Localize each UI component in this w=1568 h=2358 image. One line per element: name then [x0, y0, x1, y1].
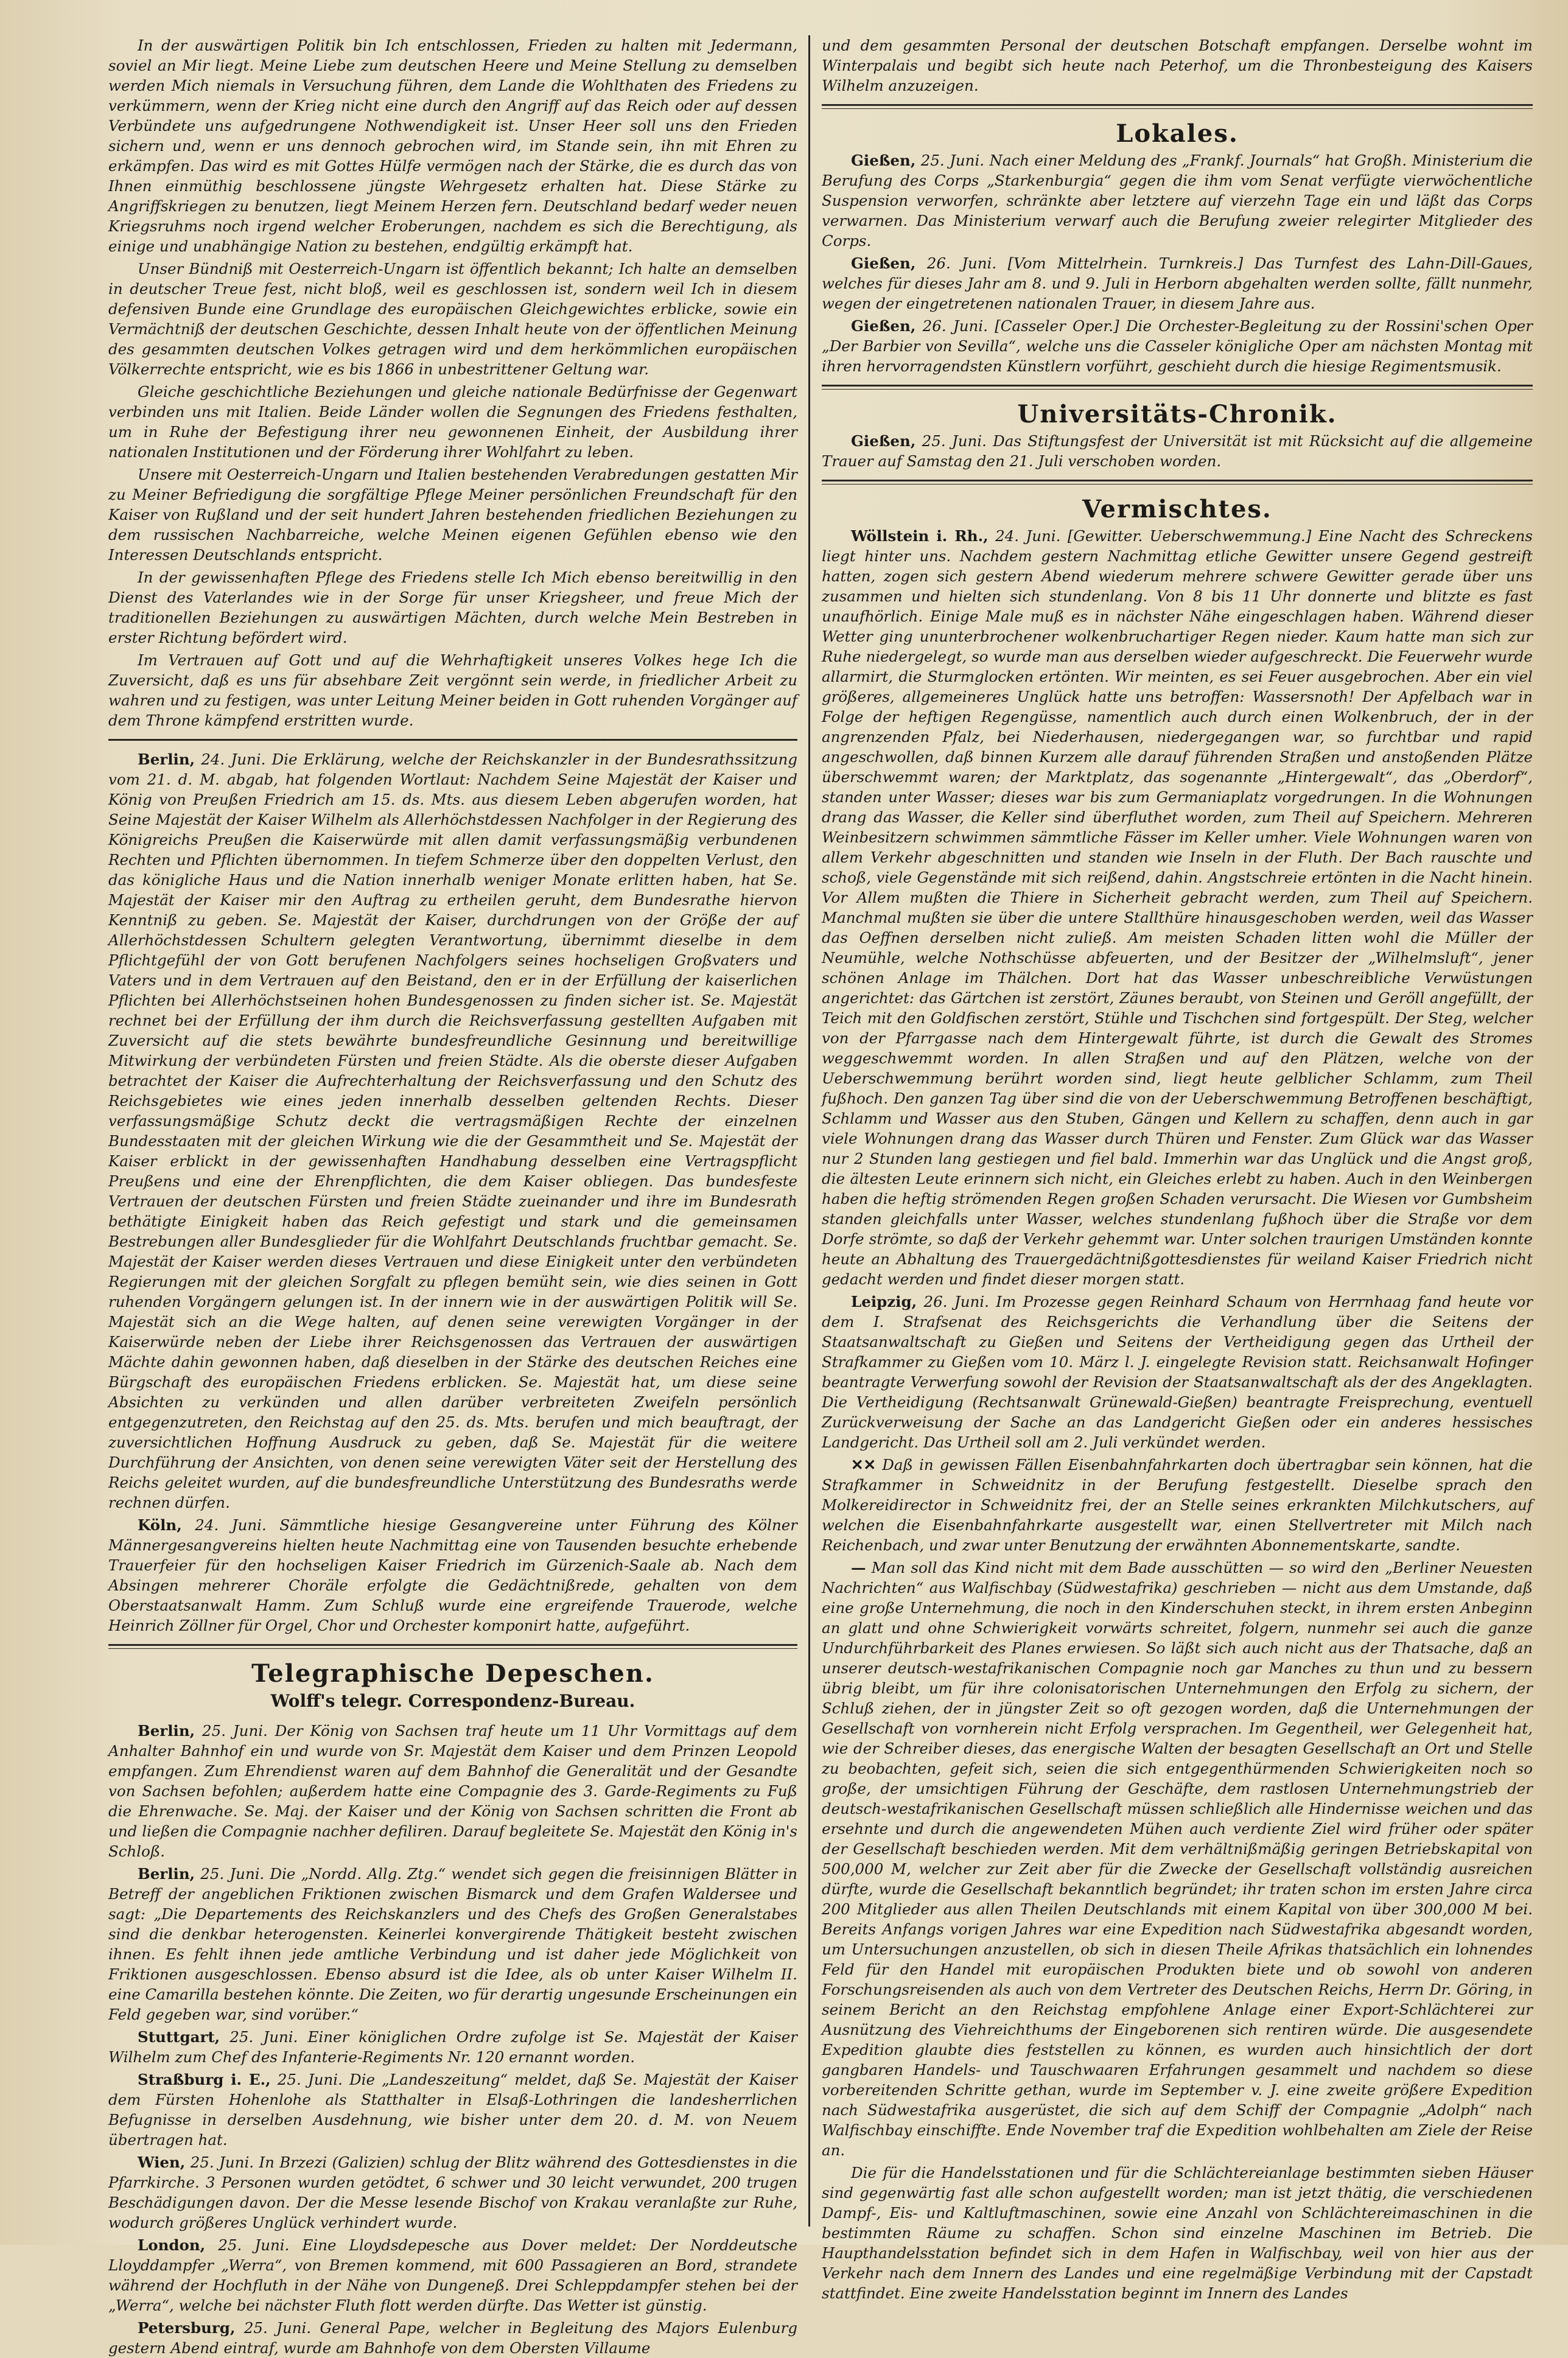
dateline: Gießen,: [851, 152, 916, 169]
vermischtes-item: [822, 1558, 1533, 2160]
speech-paragraph: In der gewissenhaften Pflege des Friedens stelle Ich Mich ebenso bereitwillig in den Dienst des Vaterlandes wie in der Sorge für unser Kriegsheer, und freue Mich der traditionellen Beziehungen zu auswärtigen Mächten, durch welche Mein Bestreben in erster Richtung befördert wird.: [108, 569, 797, 646]
telegraph-item: [108, 1721, 797, 1861]
dateline: Gießen,: [851, 432, 916, 450]
telegraph-item: [108, 2027, 797, 2067]
section-divider: [108, 1644, 797, 1649]
dateline: Gießen,: [851, 317, 916, 335]
article-text: 25. Juni. Nach einer Meldung des „Frankf. Journals“ hat Großh. Ministerium die Berufung des Corps „Starkenburgia“ gegen die ihm vom Senat verfügte vierwöchentliche Suspension verworfen, schränkte aber letztere auf vierzehn Tage ein und läßt das Corps verwarnen. Das Ministerium verwarf auch die Berufung zweier relegirter Mitglieder des Corps.: [822, 152, 1533, 250]
article-text: 24. Juni. [Gewitter. Ueberschwemmung.] Eine Nacht des Schreckens liegt hinter uns. Nachdem gestern Nachmittag etliche Gewitter unsere Gegend gestreift hatten, zogen sich gestern Abend wiederum mehrere schwere Gewitter gerade über uns zusammen und hielten sich stundenlang. Von 8 bis 11 Uhr donnerte und blitzte es fast unaufhörlich. Einige Male muß es in nächster Nähe eingeschlagen haben. Während dieser Wetter ging ununterbrochener wolkenbruchartiger Regen nieder. Kaum hatte man sich zur Ruhe niedergelegt, so wurde man aus derselben wieder aufgeschreckt. Die Feuerwehr wurde allarmirt, die Sturmglocken ertönten. Wir meinten, es sei Feuer ausgebrochen. Aber ein viel größeres, allgemeineres Unglück hatte uns betroffen: Wassersnoth! Der Apfelbach war in Folge der heftigen Regengüsse, namentlich auch durch einen Wolkenbruch, der in der angrenzenden Pfalz, bei Niederhausen, niedergegangen war, so furchtbar und rapid angeschwollen, daß binnen Kurzem alle darauf führenden Straßen und anstoßenden Plätze überschwemmt waren; der Marktplatz, das sogenannte „Hintergewalt“, das „Oberdorf“, standen unter Wasser; dieses war bis zum Germaniaplatz vorgedrungen. In die Wohnungen drang das Wasser, die Keller sind überfluthet worden, zum Theil auf Speichern. Mehreren Weinbesitzern schwimmen sämmtliche Fässer im Keller umher. Viele Wohnungen waren von allem Verkehr abgeschnitten und standen wie Inseln in der Fluth. Der Bach rauschte und schoß, viele Gegenstände mit sich reißend, dahin. Angstschreie ertönten in die Nacht hinein. Vor Allem mußten die Thiere in Sicherheit gebracht werden, zum Theil auf Speichern. Manchmal mußten sie über die untere Stallthüre hinausgeschoben werden, weil das Wasser das Oeffnen derselben nicht zuließ. Am meisten Schaden litten wohl die Müller der Neumühle, welche Nothschüsse abfeuerten, und der Besitzer der „Wilhelmsluft“, jener schönen Anlage im Thälchen. Dort hat das Wasser unbeschreibliche Verwüstungen angerichtet: das Gärtchen ist zerstört, Zäunes beraubt, von Steinen und Geröll angefüllt, der Teich mit den Goldfischen zerstört, Stühle und Tischchen sind fortgespült. Der Steg, welcher von der Pfarrgasse nach dem Hintergewalt führte, ist durch die Gewalt des Stromes weggeschwemmt worden. In allen Straßen und auf den Plätzen, welche von der Ueberschwemmung berührt worden sind, liegt heute gelblicher Schlamm, zum Theil fußhoch. Den ganzen Tag über sind die von der Ueberschwemmung Betroffenen beschäftigt, Schlamm und Wasser aus den Stuben, Gängen und Kellern zu schaffen, denn auch in gar viele Wohnungen drang das Wasser durch Thüren und Fenster. Zum Glück war das Wasser nur 2 Stunden lang gestiegen und fiel bald. Immerhin war das Unglück und die Angst groß, die ältesten Leute erinnern sich nicht, ein Gleiches erlebt zu haben. Auch in den Weinbergen haben die heftig strömenden Regen großen Schaden verursacht. Die Wiesen vor Gumbsheim standen gleichfalls unter Wasser, welches stundenlang fußhoch über die Straße vor dem Dorfe strömte, so daß der Verkehr gehemmt war. Unter solchen traurigen Umständen konnte heute an Abhaltung des Trauergedächtnißgottesdienstes für weiland Kaiser Friedrich nicht gedacht werden und findet dieser morgen statt.: [822, 527, 1533, 1288]
lokales-item: [822, 316, 1533, 376]
dateline: London,: [138, 2236, 206, 2254]
section-divider: [822, 385, 1533, 390]
telegraph-item: [108, 2318, 797, 2358]
article-text: 24. Juni. Die Erklärung, welche der Reichskanzler in der Bundesrathssitzung vom 21. d. M. abgab, hat folgenden Wortlaut: Nachdem Seine Majestät der Kaiser und König von Preußen Friedrich am 15. ds. Mts. aus diesem Leben abgerufen worden, hat Seine Majestät der Kaiser Wilhelm als Allerhöchstdessen Nachfolger in der Regierung des Königreichs Preußen die Kaiserwürde mit allen damit verfassungsmäßig verbundenen Rechten und Pflichten übernommen. In tiefem Schmerze über den doppelten Verlust, den das königliche Haus und die Nation innerhalb weniger Monate erlitten haben, hat Se. Majestät der Kaiser mir den Auftrag zu ertheilen geruht, dem Bundesrathe hiervon Kenntniß zu geben. Se. Majestät der Kaiser, durchdrungen von der Größe der auf Allerhöchstdessen Schultern gelegten Verantwortung, übernimmt dieselbe in dem Pflichtgefühl der von Gott berufenen Nachfolgers seines hochseligen Großvaters und Vaters und in dem Vertrauen auf den Beistand, den er in der Erfüllung der kaiserlichen Pflichten bei Allerhöchstseinen hohen Bundesgenossen zu finden sicher ist. Se. Majestät rechnet bei der Erfüllung der ihm durch die Reichsverfassung gestellten Aufgaben mit Zuversicht auf die stets bewährte bundesfreundliche Gesinnung und bereitwillige Mitwirkung der verbündeten Fürsten und freien Städte. Als die oberste dieser Aufgaben betrachtet der Kaiser die Aufrechterhaltung der Reichsverfassung und den Schutz des Reichsgebietes wie eines jeden innerhalb desselben geltenden Rechts. Dieser verfassungsmäßige Schutz deckt die vertragsmäßigen Rechte der einzelnen Bundesstaaten mit der gleichen Wirkung wie die der Gesammtheit und Se. Majestät der Kaiser erblickt in der gewissenhaften Handhabung desselben eine Vertragspflicht Preußens und eine der Ehrenpflichten, die dem Kaiser obliegen. Das bundesfeste Vertrauen der deutschen Fürsten und freien Städte zueinander und ihre im Bundesrath bethätigte Einigkeit haben das Reich gefestigt und stark und die gemeinsamen Bestrebungen aller Bundesglieder für die Wohlfahrt Deutschlands fruchtbar gemacht. Se. Majestät der Kaiser werden dieses Vertrauen und diese Einigkeit unter den verbündeten Regierungen mit der gleichen Sorgfalt zu pflegen bemüht sein, wie dies seinen in Gott ruhenden Vorgängern gelungen ist. In der innern wie in der auswärtigen Politik will Se. Majestät sich an die Wege halten, auf denen seine verewigten Vorgänger in der Kaiserwürde neben der Liebe ihrer Reichsgenossen das Vertrauen der auswärtigen Mächte dahin gewonnen haben, daß dieselben in der Stärke des deutschen Reiches eine Bürgschaft des europäischen Friedens erblicken. Se. Majestät hat, um diese seine Absichten zu verkünden und allen darüber verbreiteten Zweifeln persönlich entgegenzutreten, den Reichstag auf den 25. ds. Mts. berufen und mich beauftragt, der zuversichtlichen Hoffnung Ausdruck zu geben, daß Se. Majestät für die weitere Durchführung der Ansichten, von denen seine verewigten Väter seit der Herstellung des Reichs geleitet wurden, auf die bundesfreundliche Unterstützung des Bundesraths werde rechnen dürfen.: [108, 750, 797, 1511]
dateline: Stuttgart,: [138, 2028, 220, 2046]
vermischtes-item: [822, 526, 1533, 1289]
section-title-universitaet: Universitäts-Chronik.: [1017, 400, 1337, 429]
section-divider: [822, 104, 1533, 109]
dateline: Gießen,: [851, 254, 916, 272]
section-divider: [822, 480, 1533, 485]
article-text: Daß in gewissen Fällen Eisenbahnfahrkarten doch übertragbar sein können, hat die Strafkammer in Schweidnitz in der Berufung festgestellt. Dieselbe sprach den Molkereidirector in Schweidnitz frei, der an Stelle seines erkrankten Milchkutschers, auf welchen die Eisenbahnfahrkarte ausgestellt war, einen Stellvertreter mit Milch nach Reichenbach, und zwar unter Benutzung der erwähnten Abonnementskarte, sandte.: [822, 1456, 1533, 1554]
universitaet-item: [822, 431, 1533, 471]
dateline: ✕✕: [851, 1456, 877, 1474]
telegraph-item: [108, 2069, 797, 2150]
article-berlin: [108, 749, 797, 1513]
article-text: 25. Juni. Die „Landeszeitung“ meldet, daß Se. Majestät der Kaiser dem Fürsten Hohenlohe als Statthalter in Elsaß-Lothringen die landesherrlichen Befugnisse in derselben Ausdehnung, wie bisher unter dem 20. d. M. von Neuem übertragen hat.: [108, 2071, 797, 2149]
dateline: Wien,: [138, 2153, 186, 2171]
article-text: 25. Juni. Das Stiftungsfest der Universität ist mit Rücksicht auf die allgemeine Trauer auf Samstag den 21. Juli verschoben worden.: [822, 432, 1533, 470]
article-text: 25. Juni. In Brzezi (Galizien) schlug der Blitz während des Gottesdienstes in die Pfarrkirche. 3 Personen wurden getödtet, 6 schwer und 30 leicht verwundet, 200 trugen Beschädigungen davon. Der die Messe lesende Bischof von Krakau veranlaßte zur Ruhe, wodurch größeres Unglück verhindert wurde.: [108, 2153, 798, 2231]
lokales-item: [822, 150, 1533, 251]
speech-paragraph: In der auswärtigen Politik bin Ich entschlossen, Frieden zu halten mit Jedermann, soviel an Mir liegt. Meine Liebe zum deutschen Heere und Meine Stellung zu demselben werden Mich niemals in Versuchung führen, dem Lande die Wohlthaten des Friedens zu verkümmern, wenn der Krieg nicht eine durch den Angriff auf das Reich oder auf dessen Verbündete uns aufgedrungene Nothwendigkeit ist. Unser Heer soll uns den Frieden sichern und, wenn er uns dennoch gebrochen wird, im Stande sein, ihn mit Ehren zu erkämpfen. Das wird es mit Gottes Hülfe vermögen nach der Stärke, die es durch das von Ihnen einmüthig beschlossene jüngste Wehrgesetz erhalten hat. Diese Stärke zu Angriffskriegen zu benutzen, liegt Meinem Herzen fern. Deutschland bedarf weder neuen Kriegsruhms noch irgend welcher Eroberungen, nachdem es sich die Berechtigung, als einige und unabhängige Nation zu bestehen, endgültig erkämpft hat.: [108, 37, 797, 255]
speech-paragraph: Gleiche geschichtliche Beziehungen und gleiche nationale Bedürfnisse der Gegenwart verbinden uns mit Italien. Beide Länder wollen die Segnungen des Friedens festhalten, um in Ruhe der Befestigung ihrer neu gewonnenen Einheit, der Ausbildung ihrer nationalen Institutionen und der Förderung ihrer Wohlfahrt zu leben.: [108, 383, 797, 461]
article-text: 24. Juni. Sämmtliche hiesige Gesangvereine unter Führung des Kölner Männergesangvereins hielten heute Nachmittag eine von Tausenden besuchte erhebende Trauerfeier für den hochseligen Kaiser Friedrich im Gürzenich-Saale ab. Nach dem Absingen mehrerer Choräle erfolgte die Gedächtnißrede, gehalten von dem Oberstaatsanwalt Hamm. Zum Schluß wurde eine ergreifende Trauerode, welche Heinrich Zöllner für Orgel, Chor und Orchester komponirt hatte, aufgeführt.: [108, 1516, 797, 1634]
vermischtes-item: [822, 2163, 1533, 2303]
dateline: —: [851, 1559, 866, 1576]
dateline: Berlin,: [138, 1722, 195, 1740]
article-text: 25. Juni. Einer königlichen Ordre zufolge ist Se. Majestät der Kaiser Wilhelm zum Chef des Infanterie-Regiments Nr. 120 ernannt worden.: [108, 2028, 797, 2066]
section-title-vermischtes: Vermischtes.: [1082, 495, 1272, 523]
dateline: Berlin,: [138, 750, 195, 768]
section-title-telegraph: Telegraphische Depeschen.: [251, 1659, 654, 1688]
telegraph-item: [108, 1864, 797, 2024]
speech-paragraph: Im Vertrauen auf Gott und auf die Wehrhaftigkeit unseres Volkes hege Ich die Zuversicht, daß es uns für absehbare Zeit vergönnt sein werde, in friedlicher Arbeit zu wahren und zu festigen, was unter Leitung Meiner beiden in Gott ruhenden Vorgänger auf dem Throne kämpfend erstritten wurde.: [108, 651, 797, 729]
telegraph-item: [108, 2152, 797, 2233]
section-title-lokales: Lokales.: [1116, 119, 1239, 148]
dateline: Köln,: [138, 1516, 182, 1534]
right-column: [822, 35, 1533, 2302]
lokales-item: [822, 253, 1533, 313]
article-text: 25. Juni. General Pape, welcher in Begleitung des Majors Eulenburg gestern Abend eintraf, wurde am Bahnhofe von dem Obersten Villaume: [108, 2319, 798, 2357]
vermischtes-item: [822, 1455, 1533, 1555]
dateline: Leipzig,: [851, 1293, 917, 1310]
article-koeln: [108, 1515, 797, 1636]
speech-paragraph: Unser Bündniß mit Oesterreich-Ungarn ist öffentlich bekannt; Ich halte an demselben in deutscher Treue fest, nicht bloß, weil es geschlossen ist, sondern weil Ich in diesem defensiven Bunde eine Grundlage des europäischen Gleichgewichtes erblicke, sowie ein Vermächtniß der deutschen Geschichte, dessen Inhalt heute von der öffentlichen Meinung des gesammten deutschen Volkes getragen wird und dem herkömmlichen europäischen Völkerrechte entspricht, wie es bis 1866 in unbestrittener Geltung war.: [108, 260, 797, 378]
article-text: 25. Juni. Eine Lloydsdepesche aus Dover meldet: Der Norddeutsche Lloyddampfer „Werra“, von Bremen kommend, mit 600 Passagieren an Bord, strandete während der Hochfluth in der Nähe von Dungeneß. Drei Schleppdampfer stehen bei der „Werra“, welche bei nächster Fluth flott werden dürfte. Das Wetter ist günstig.: [108, 2236, 797, 2314]
article-text: 25. Juni. Die „Nordd. Allg. Ztg.“ wendet sich gegen die freisinnigen Blätter in Betreff der angeblichen Friktionen zwischen Bismarck und dem Grafen Waldersee und sagt: „Die Departements des Reichskanzlers und des Chefs des Großen Generalstabes sind die denkbar heterogensten. Keinerlei konvergirende Thätigkeit besteht zwischen ihnen. Es fehlt ihnen jede amtliche Verbindung und ist daher jede Möglichkeit von Friktionen ausgeschlossen. Ebenso absurd ist die Idee, als ob unter Kaiser Wilhelm II. eine Camarilla bestehen könnte. Die Zeiten, wo für derartig ungesunde Erscheinungen ein Feld gegeben war, sind vorüber.“: [108, 1865, 797, 2023]
section-divider: [108, 739, 797, 741]
column-divider: [808, 35, 810, 2227]
article-text: Die für die Handelsstationen und für die Schlächtereianlage bestimmten sieben Häuser sind gegenwärtig fast alle schon aufgestellt worden; man ist jetzt thätig, die verschiedenen Dampf-, Eis- und Kaltluftmaschinen, sowie eine Anzahl von Schlächtereimaschinen in die bestimmten Räume zu schaffen. Schon sind einzelne Maschinen im Betrieb. Die Haupthandelsstation befindet sich in dem Hafen in Walfischbay, weil von hier aus der Verkehr nach dem Innern des Landes und eine regelmäßige Verbindung mit der Capstadt stattfindet. Eine zweite Handelsstation beginnt im Innern des Landes: [822, 2164, 1533, 2302]
article-text: 26. Juni. Im Prozesse gegen Reinhard Schaum von Herrnhaag fand heute vor dem I. Strafsenat des Reichsgerichts die Verhandlung über die Seitens der Staatsanwaltschaft zu Gießen und Seitens der Vertheidigung gegen das Urtheil der Strafkammer zu Gießen vom 10. März l. J. eingelegte Revision statt. Reichsanwalt Hofinger beantragte Verwerfung sowohl der Revision der Staatsanwaltschaft als der des Angeklagten. Die Vertheidigung (Rechtsanwalt Grünewald-Gießen) beantragte Freisprechung, eventuell Zurückverweisung der Sache an das Landgericht Gießen oder ein anderes hessisches Landgericht. Das Urtheil soll am 2. Juli verkündet werden.: [822, 1293, 1533, 1451]
dateline: Petersburg,: [138, 2319, 236, 2337]
section-subtitle-telegraph: Wolff's telegr. Correspondenz-Bureau.: [270, 1691, 635, 1711]
vermischtes-item: [822, 1292, 1533, 1452]
article-text: 26. Juni. [Vom Mittelrhein. Turnkreis.] Das Turnfest des Lahn-Dill-Gaues, welches für dieses Jahr am 8. und 9. Juli in Herborn abgehalten werden sollte, fällt nunmehr, wegen der eingetretenen nationalen Trauer, in diesem Jahre aus.: [822, 254, 1533, 312]
telegraph-item: [108, 2235, 797, 2315]
continuation-text: und dem gesammten Personal der deutschen Botschaft empfangen. Derselbe wohnt im Winterpalais und begibt sich heute nach Peterhof, um die Thronbesteigung des Kaisers Wilhelm anzuzeigen.: [822, 37, 1533, 94]
left-column: [108, 35, 798, 2357]
article-text: Man soll das Kind nicht mit dem Bade ausschütten — so wird den „Berliner Neuesten Nachrichten“ aus Walfischbay (Südwestafrika) geschrieben — nicht aus dem Umstande, daß eine große Unternehmung, die noch in den Kinderschuhen steckt, in ihrem ersten Anbeginn an glatt und ohne Schwierigkeit vorwärts schreitet, folgern, nunmehr sei auch die ganze Undurchführbarkeit des Planes erwiesen. So läßt sich auch nicht aus der Thatsache, daß an unserer deutsch-westafrikanischen Compagnie noch gar Manches zu thun und zu bessern übrig bleibt, um für ihre colonisatorischen Unternehmungen den Erfolg zu sichern, der Schluß ziehen, der in jüngster Zeit so oft gezogen worden, daß die Unternehmungen der Gesellschaft von vornherein nicht Erfolg versprachen. Im Gegentheil, wer Gelegenheit hat, wie der Schreiber dieses, das energische Walten der besagten Gesellschaft an Ort und Stelle zu beobachten, gefeit sich, seien die sich entgegenthürmenden Schwierigkeiten noch so große, der umsichtigen Führung der Geschäfte, dem rastlosen Unternehmungstrieb der deutsch-westafrikanischen Gesellschaft müssen schließlich alle Hindernisse weichen und das ersehnte und durch die angewendeten Mühen auch verdiente Ziel wird früher oder später der Gesellschaft beschieden werden. Mit dem verhältnißmäßig geringen Betriebskapital von 500,000 M, welcher zur Zeit aber für die Zwecke der Gesellschaft vollständig ausreichen dürfte, wurde die Gesellschaft bekanntlich begründet; ihr traten schon im ersten Jahre circa 200 Mitglieder aus allen Theilen Deutschlands mit einem Kapital von über 300,000 M bei. Bereits Anfangs vorigen Jahres war eine Expedition nach Südwestafrika abgesandt worden, um Untersuchungen anzustellen, ob sich in diesen Theile Afrikas thatsächlich ein lohnendes Feld für den Handel mit europäischen Produkten biete und ob sowohl von anderen Forschungsreisenden als auch von dem Vertreter des Deutschen Reichs, Herrn Dr. Göring, in seinem Bericht an den Reichstag empfohlene Anlage einer Export-Schlächterei zur Ausnützung des Viehreichthums der Eingeborenen sich rentiren würde. Die ausgesendete Expedition glaubte dies feststellen zu können, es wurden auch hinsichtlich der dort gangbaren Handels- und Tauschwaaren Erfahrungen gesammelt und nachdem so diese vorbereitenden Schritte gethan, wurde im September v. J. eine zweite größere Expedition nach Südwestafrika ausgerüstet, die sich auf dem Schiff der Compagnie „Adolph“ nach Walfischbay einschiffte. Ende November traf die Expedition wohlbehalten am Ziele der Reise an.: [822, 1559, 1533, 2159]
dateline: Berlin,: [138, 1865, 195, 1883]
dateline: Wöllstein i. Rh.,: [851, 527, 989, 545]
speech-paragraph: Unsere mit Oesterreich-Ungarn und Italien bestehenden Verabredungen gestatten Mir zu Meiner Befriedigung die sorgfältige Pflege Meiner persönlichen Freundschaft für den Kaiser von Rußland und der seit hundert Jahren bestehenden friedlichen Beziehungen zu dem russischen Nachbarreiche, welche Meinen eigenen Gefühlen ebenso wie den Interessen Deutschlands entspricht.: [108, 466, 797, 564]
article-text: 25. Juni. Der König von Sachsen traf heute um 11 Uhr Vormittags auf dem Anhalter Bahnhof ein und wurde von Sr. Majestät dem Kaiser und dem Prinzen Leopold empfangen. Zum Ehrendienst waren auf dem Bahnhof die Generalität und der Gesandte von Sachsen befohlen; außerdem hatte eine Compagnie des 3. Garde-Regiments zu Fuß die Ehrenwache. Se. Maj. der Kaiser und der König von Sachsen schritten die Front ab und ließen die Compagnie nachher defiliren. Darauf begleitete Se. Majestät den König in's Schloß.: [108, 1722, 797, 1860]
dateline: Straßburg i. E.,: [138, 2071, 271, 2088]
article-text: 26. Juni. [Casseler Oper.] Die Orchester-Begleitung zu der Rossini'schen Oper „Der Barbier von Sevilla“, welche uns die Casseler königliche Oper am nächsten Montag mit ihren hervorragendsten Künstlern vorführt, geschieht durch die hiesige Regimentsmusik.: [822, 317, 1533, 375]
